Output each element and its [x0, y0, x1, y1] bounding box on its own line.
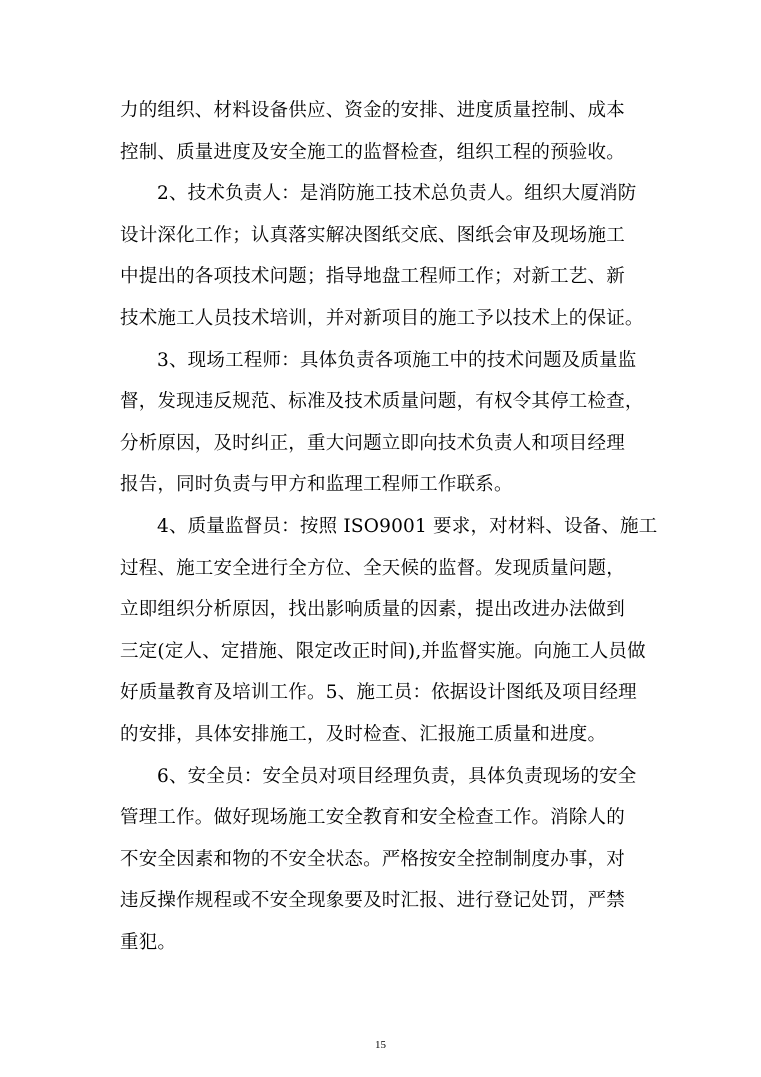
paragraph-start-line: 2、技术负责人：是消防施工技术总负责人。组织大厦消防 [157, 183, 637, 205]
text-line: 过程、施工安全进行全方位、全天候的监督。发现质量问题， [120, 557, 625, 579]
text-line: 不安全因素和物的不安全状态。严格按安全控制制度办事，对 [120, 848, 625, 870]
text-line: 好质量教育及培训工作。5、施工员：依据设计图纸及项目经理 [120, 682, 637, 704]
paragraph-start-line: 4、质量监督员：按照 ISO9001 要求，对材料、设备、施工 [157, 515, 658, 537]
text-line: 督，发现违反规范、标准及技术质量问题，有权令其停工检查， [120, 391, 644, 413]
text-line: 三定(定人、定措施、限定改正时间),并监督实施。向施工人员做 [120, 640, 646, 662]
text-line: 重犯。 [120, 931, 177, 953]
text-line: 中提出的各项技术问题；指导地盘工程师工作；对新工艺、新 [120, 266, 625, 288]
text-line: 技术施工人员技术培训，并对新项目的施工予以技术上的保证。 [120, 307, 644, 329]
text-line: 管理工作。做好现场施工安全教育和安全检查工作。消除人的 [120, 807, 625, 829]
paragraph-start-line: 3、现场工程师：具体负责各项施工中的技术问题及质量监 [157, 349, 637, 371]
page-number: 15 [375, 1039, 386, 1051]
text-line: 分析原因，及时纠正，重大问题立即向技术负责人和项目经理 [120, 432, 625, 454]
text-line: 违反操作规程或不安全现象要及时汇报、进行登记处罚，严禁 [120, 890, 625, 912]
paragraph-start-line: 6、安全员：安全员对项目经理负责，具体负责现场的安全 [157, 765, 637, 787]
text-line: 的安排，具体安排施工，及时检查、汇报施工质量和进度。 [120, 723, 607, 745]
text-line: 控制、质量进度及安全施工的监督检查，组织工程的预验收。 [120, 141, 625, 163]
text-line: 立即组织分析原因，找出影响质量的因素，提出改进办法做到 [120, 599, 625, 621]
body-text [120, 90, 658, 963]
text-line: 报告，同时负责与甲方和监理工程师工作联系。 [120, 474, 513, 496]
text-line: 力的组织、材料设备供应、资金的安排、进度质量控制、成本 [120, 100, 625, 121]
text-line: 设计深化工作；认真落实解决图纸交底、图纸会审及现场施工 [120, 224, 625, 246]
